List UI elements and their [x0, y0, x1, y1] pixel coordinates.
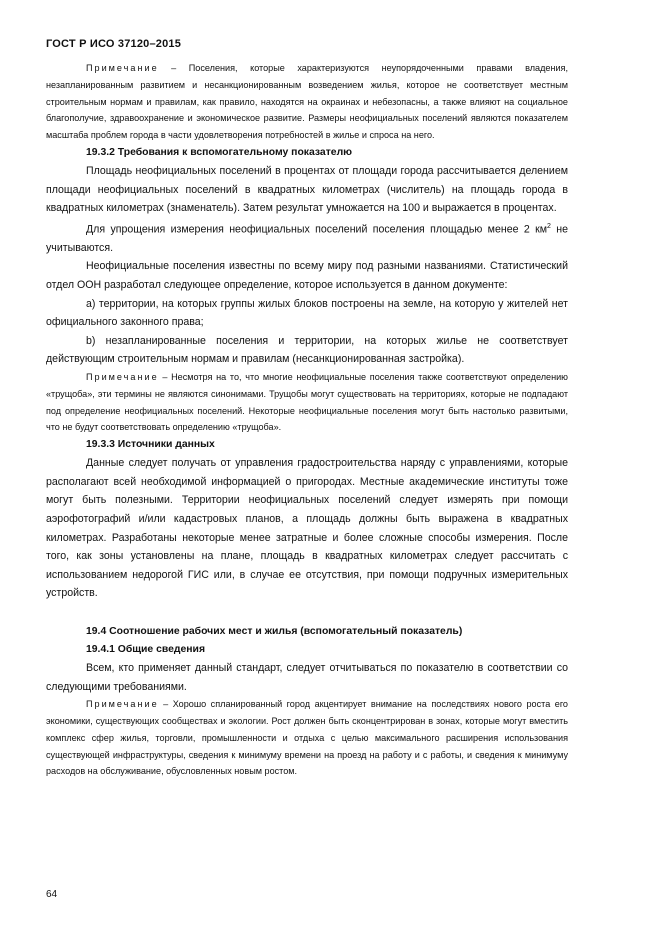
- note-text: – Несмотря на то, что многие неофициальные поселения также соответствуют определению «трущоба», эти термины не являются синонимами. Трущобы могут существовать на территориях, которые не подпадают под определение неофициальных поселений. Некоторые неофициальные поселения могут быть настолько развитыми, что не будут соответствовать определению «трущоба».: [46, 372, 568, 433]
- section-heading-19-4: 19.4 Соотношение рабочих мест и жилья (вспомогательный показатель): [86, 625, 463, 637]
- note-label: Примечание: [86, 63, 159, 73]
- document-header: ГОСТ Р ИСО 37120–2015: [46, 38, 182, 50]
- note-paragraph: [46, 369, 568, 436]
- paragraph-text: не учитываются.: [46, 223, 569, 254]
- note-text: – Хорошо спланированный город акцентирует внимание на последствиях нового роста его экономики, существующих сообществах и экологии. Рост должен быть сконцентрирован в зонах, которые могут вместить комплекс сфер жилья, торговли, промышленности и отдыха с целью максимального расширения использования существующей инфраструктуры, сведения к минимуму времени на проезд на работу и с работы, и сведения к минимуму расходов на обслуживание, обусловленных новым ростом.: [46, 699, 568, 777]
- note-paragraph: [46, 696, 568, 780]
- spacer: [46, 603, 568, 623]
- body-paragraph: Площадь неофициальных поселений в процентах от площади города рассчитывается делением площади неофициальных поселений в квадратных километрах (числитель) на площадь города в квадратных километрах (знаменатель). Затем результат умножается на 100 и выражается в процентах.: [46, 164, 568, 215]
- note-label: Примечание: [86, 699, 159, 710]
- body-paragraph: Всем, кто применяет данный стандарт, следует отчитываться по показателю в соответствии со следующими требованиями.: [46, 661, 568, 693]
- section-heading-19-3-2: 19.3.2 Требования к вспомогательному показателю: [86, 146, 353, 158]
- body-paragraph: [46, 218, 568, 258]
- page-number: 64: [46, 889, 58, 900]
- note-label: Примечание: [86, 372, 159, 383]
- page-content: [46, 60, 568, 780]
- list-item-b: b) незапланированные поселения и территории, на которых жилье не соответствует действующим строительным нормам и правилам (несанкционированная застройка).: [46, 334, 568, 366]
- body-paragraph: Данные следует получать от управления градостроительства наряду с управлениями, которые располагают всей необходимой информацией о пригородах. Местные академические институты тоже могут быть полезными. Территории неофициальных поселений следует измерять при помощи аэрофотографий и/или кадастровых планов, а площадь должны быть выражена в квадратных километрах. Разработаны некоторые менее затратные и более сложные способы измерения. После того, как зоны установлены на плане, площадь в квадратных километрах следует рассчитать с использованием недорогой ГИС или, в случае ее отсутствия, при помощи подручных измерительных устройств.: [46, 457, 568, 600]
- section-heading-19-4-1: 19.4.1 Общие сведения: [86, 643, 206, 655]
- superscript: 2: [547, 222, 551, 230]
- body-paragraph: Неофициальные поселения известны по всему миру под разными названиями. Статистический отдел ООН разработал следующее определение, которое используется в данном документе:: [46, 260, 568, 292]
- paragraph-text: Для упрощения измерения неофициальных поселений поселения площадью менее 2 км: [86, 223, 547, 236]
- note-paragraph: [46, 60, 568, 144]
- note-text: – Поселения, которые характеризуются неупорядоченными правами владения, незапланированным развитием и несанкционированным возведением жилья, которое не соответствует местным строительным нормам и правилам, как правило, находятся на окраинах и небезопасны, а также влияют на социальное благополучие, здравоохранение и экономическое развитие. Размеры неофициальных поселений являются показателем масштаба проблем города в части удовлетворения потребностей в жилье и спроса на него.: [46, 63, 568, 141]
- list-item-a: a) территории, на которых группы жилых блоков построены на земле, на которую у жителей нет официального законного права;: [46, 297, 568, 329]
- section-heading-19-3-3: 19.3.3 Источники данных: [86, 439, 215, 451]
